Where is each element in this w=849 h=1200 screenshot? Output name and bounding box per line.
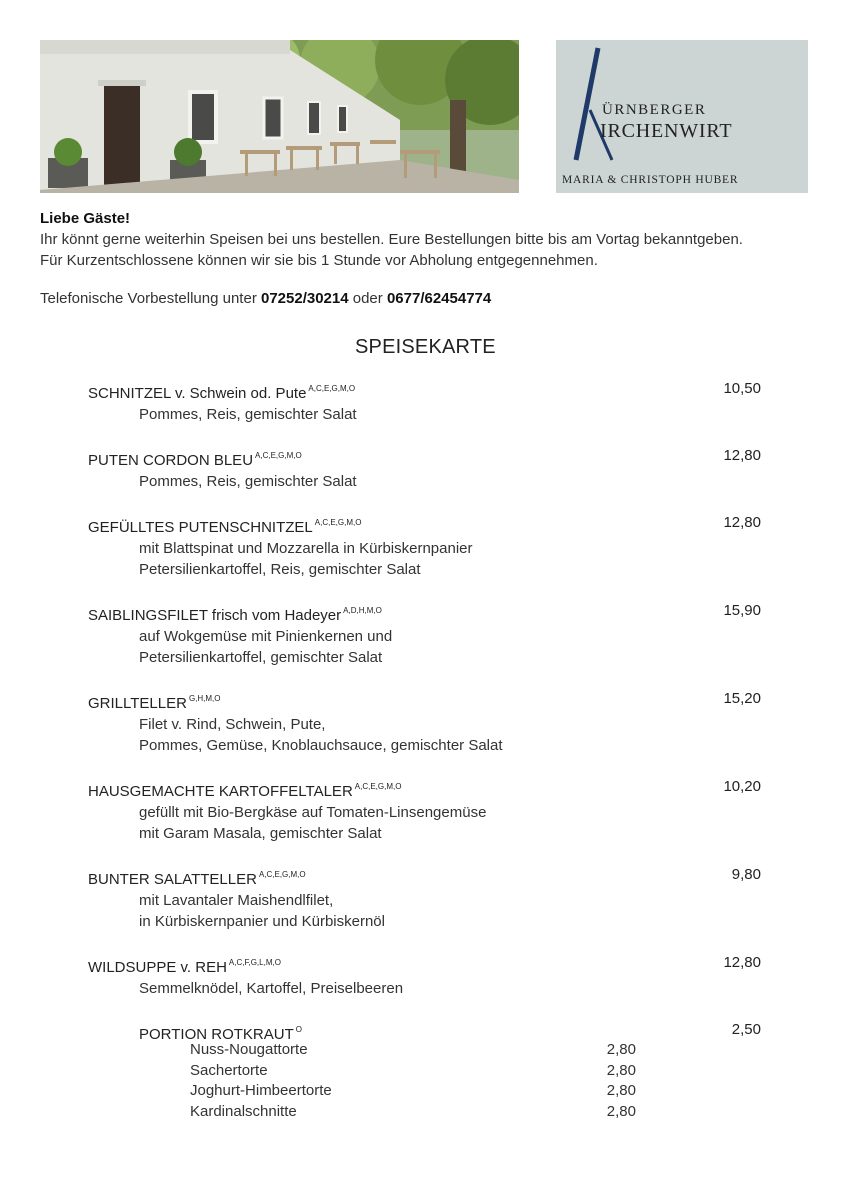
menu-item [88,378,763,425]
menu-item-name: GEFÜLLTES PUTENSCHNITZEL [88,519,313,536]
menu-item-allergens: A,C,E,G,M,O [308,384,356,393]
phone-number-1: 07252/30214 [260,290,349,307]
cake-name: Nuss-Nougattorte [190,1041,308,1058]
menu-item-allergens: A,C,F,G,L,M,O [228,958,281,967]
menu-item-price: 12,80 [723,514,761,531]
menu-item-name: HAUSGEMACHTE KARTOFFELTALER [88,783,353,800]
menu-item-description: mit Blattspinat und Mozzarella in Kürbiskernpanier [139,540,473,557]
menu-item-allergens: A,C,E,G,M,O [258,870,306,879]
menu-item-description: mit Garam Masala, gemischter Salat [139,825,382,842]
menu-item-heading [88,600,763,626]
menu-title: SPEISEKARTE [355,336,496,358]
menu-list [88,378,763,1065]
menu-item-price: 12,80 [723,954,761,971]
restaurant-terrace-photo [40,40,519,193]
menu-item-description: Pommes, Gemüse, Knoblauchsauce, gemischter Salat [139,737,503,754]
menu-item-heading [88,688,763,714]
menu-item-heading [88,378,763,404]
menu-item-description: Filet v. Rind, Schwein, Pute, [139,716,326,733]
menu-item-price: 2,50 [731,1021,761,1038]
phone-prefix: Telefonische Vorbestellung unter [40,290,257,307]
phone-number-2: 0677/62454774 [386,290,492,307]
cake-name: Kardinalschnitte [190,1102,297,1120]
phone-connector: oder [352,290,383,307]
menu-item [88,776,763,844]
greeting: Liebe Gäste! [40,210,131,227]
menu-item-name: WILDSUPPE v. REH [88,959,227,976]
menu-item-allergens: A,D,H,M,O [343,606,382,615]
cake-name: Sachertorte [190,1061,268,1079]
cake-price: 2,80 [606,1061,636,1079]
menu-item-allergens: G,H,M,O [188,694,221,703]
intro-text [40,208,820,271]
menu-item-heading [88,952,763,978]
menu-item [88,864,763,932]
menu-item-name: PORTION ROTKRAUT [139,1026,294,1043]
cake-row [190,1102,636,1123]
cake-price: 2,80 [606,1082,636,1099]
menu-item-price: 15,90 [723,602,761,619]
menu-item-price: 12,80 [723,447,761,464]
cake-list [190,1040,636,1122]
intro-line-2: Für Kurzentschlossene können wir sie bis 1 Stunde vor Abholung entgegennehmen. [40,252,598,269]
menu-item-heading [88,776,763,802]
menu-item [88,688,763,756]
cake-row [190,1040,636,1061]
menu-item-allergens: A,C,E,G,M,O [354,782,402,791]
menu-item-description: mit Lavantaler Maishendlfilet, [139,892,334,909]
menu-item-name: SCHNITZEL v. Schwein od. Pute [88,385,307,402]
menu-item-price: 15,20 [723,690,761,707]
cake-row [190,1061,636,1082]
menu-item-price: 9,80 [731,866,761,883]
menu-item-description: Petersilienkartoffel, Reis, gemischter Salat [139,561,421,578]
menu-item-heading [88,512,763,538]
menu-item-allergens: A,C,E,G,M,O [255,451,302,460]
menu-item-allergens: A,C,E,G,M,O [314,518,362,527]
menu-item-name: SAIBLINGSFILET frisch vom Hadeyer [88,607,342,624]
cake-price: 2,80 [606,1102,636,1120]
menu-item-name: BUNTER SALATTELLER [88,871,257,888]
cake-price: 2,80 [606,1041,636,1058]
menu-item-price: 10,20 [723,778,761,795]
menu-item [88,445,763,492]
logo-line1: ÜRNBERGER [602,102,707,118]
menu-item-description: Petersilienkartoffel, gemischter Salat [139,649,383,666]
menu-item-price: 10,50 [723,380,761,397]
menu-item-description: in Kürbiskernpanier und Kürbiskernöl [139,913,385,930]
menu-item-description: Semmelknödel, Kartoffel, Preiselbeeren [139,980,404,997]
menu-item-heading [88,445,763,471]
intro-line-1: Ihr könnt gerne weiterhin Speisen bei uns bestellen. Eure Bestellungen bitte bis am Vortag bekanntgeben. [40,231,743,248]
cake-name: Joghurt-Himbeertorte [190,1082,332,1099]
menu-item-description: gefüllt mit Bio-Bergkäse auf Tomaten-Linsengemüse [139,804,487,821]
menu-item-description: Pommes, Reis, gemischter Salat [139,473,357,490]
restaurant-logo [556,40,808,193]
menu-item-heading [88,864,763,890]
menu-item [88,512,763,580]
menu-item-name: GRILLTELLER [88,695,187,712]
menu-item [88,952,763,999]
phone-order-line [40,290,491,307]
menu-item-description: auf Wokgemüse mit Pinienkernen und [139,628,393,645]
cake-row [190,1081,636,1102]
menu-item-allergens: O [295,1025,302,1034]
menu-item-description: Pommes, Reis, gemischter Salat [139,406,357,423]
menu-item [88,600,763,668]
logo-line2: IRCHENWIRT [600,120,733,142]
logo-owners: MARIA & CHRISTOPH HUBER [562,174,739,186]
menu-item-name: PUTEN CORDON BLEU [88,452,254,469]
